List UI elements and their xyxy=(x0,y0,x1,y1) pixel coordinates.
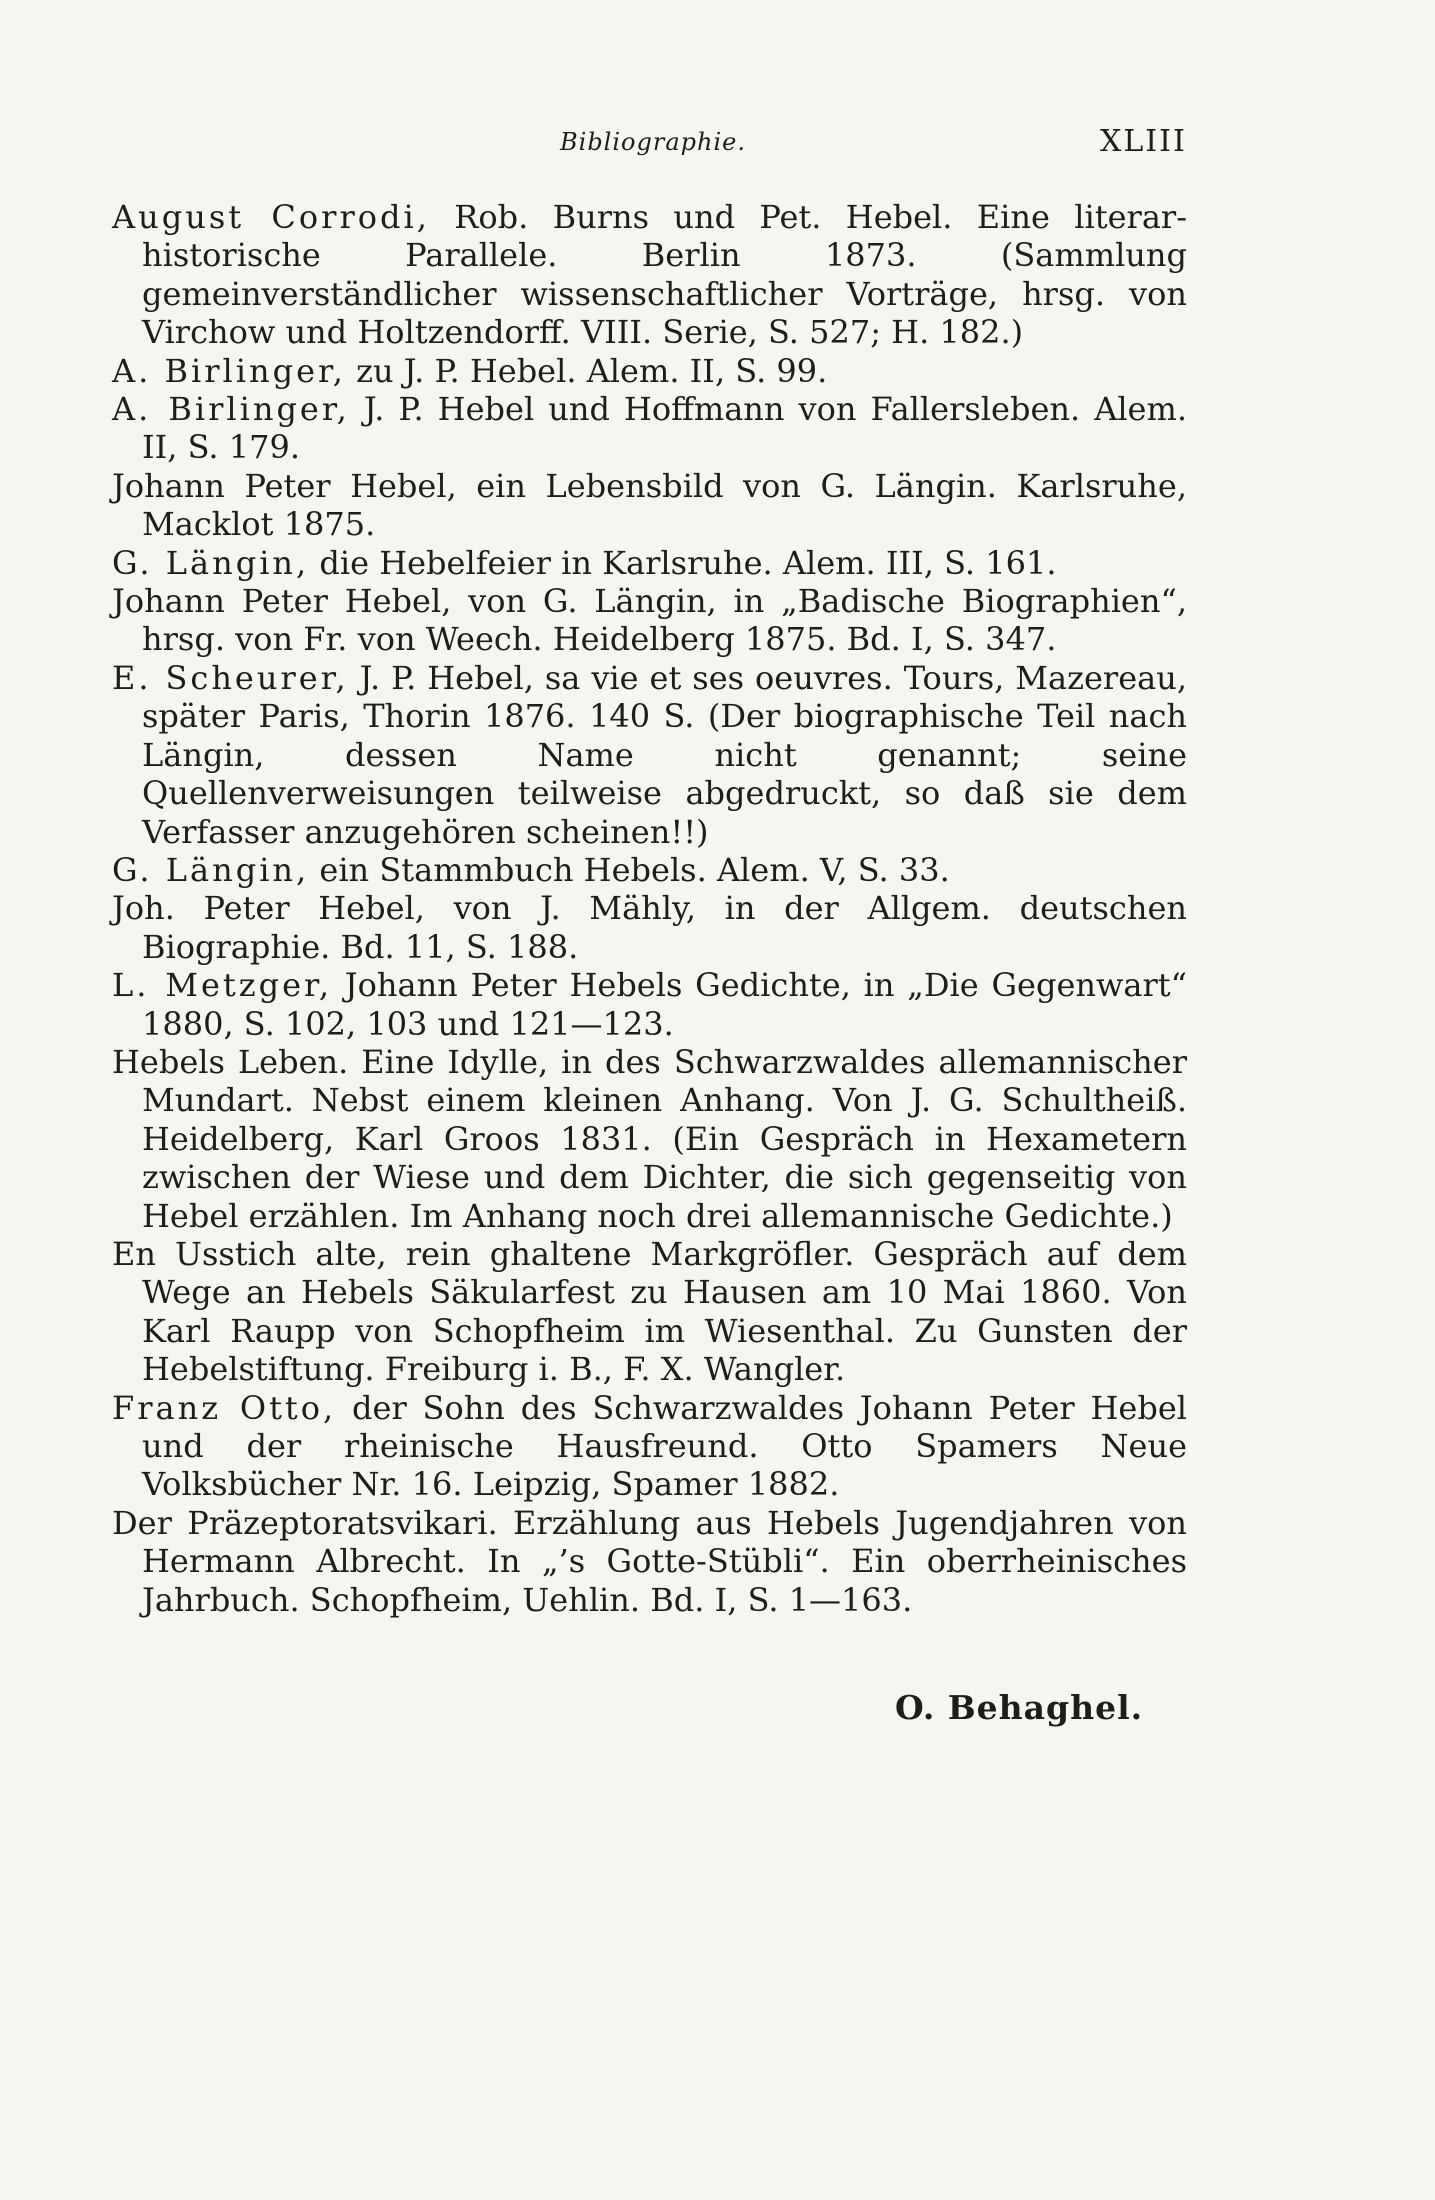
entry-author: G. Längin, xyxy=(112,850,310,889)
bibliography-entry xyxy=(112,1235,1187,1389)
entry-author: L. Metzger, xyxy=(112,966,332,1005)
entry-text: J. P. Hebel und Hoffmann von Fallersleben. Alem. II, S. 179. xyxy=(142,390,1188,467)
entry-text: zu J. P. Hebel. Alem. II, S. 99. xyxy=(345,351,828,390)
entry-author: E. Scheurer, xyxy=(112,658,349,697)
bibliography-entry xyxy=(112,1504,1187,1619)
bibliography-entry xyxy=(112,467,1187,544)
entry-author: A. Birlinger, xyxy=(112,390,350,429)
entry-text: Der Präzeptoratsvikari. Erzählung aus Hebels Jugendjahren von Hermann Albrecht. In „’s Gotte-Stübli“. Ein oberrheinisches Jahrbuch. Schopfheim, Uehlin. Bd. I, S. 1—163. xyxy=(112,1503,1187,1619)
entry-author: G. Längin, xyxy=(112,543,310,582)
running-title: Bibliographie. xyxy=(560,128,746,156)
entry-text: ein Stammbuch Hebels. Alem. V, S. 33. xyxy=(309,850,950,889)
entry-text: die Hebelfeier in Karlsruhe. Alem. III, S. 161. xyxy=(309,543,1057,582)
entry-author: Franz Otto, xyxy=(112,1388,337,1427)
bibliography-entry xyxy=(112,352,1187,390)
bibliography-entry xyxy=(112,659,1187,851)
page-number: XLIII xyxy=(1100,124,1187,159)
bibliography-list xyxy=(112,198,1187,1619)
bibliography-entry xyxy=(112,851,1187,889)
bibliography-entry xyxy=(112,1043,1187,1235)
entry-text: J. P. Hebel, sa vie et ses oeuvres. Tours, Mazereau, später Paris, Thorin 1876. 140 S. (Der biographische Teil nach Längin, dessen Name nicht genannt; seine Quellenverweisungen teilweise abgedruckt, so daß sie dem Verfasser anzugehören scheinen!!) xyxy=(142,658,1188,851)
bibliography-entry xyxy=(112,889,1187,966)
entry-text: Rob. Burns und Pet. Hebel. Eine literar-historische Parallele. Berlin 1873. (Sammlung gemeinverständlicher wissenschaftlicher Vorträge, hrsg. von Virchow und Holtzendorff. VIII. Serie, S. 527; H. 182.) xyxy=(142,198,1188,352)
bibliography-entry xyxy=(112,198,1187,352)
bibliography-entry xyxy=(112,390,1187,467)
entry-text: En Usstich alte, rein ghaltene Markgröfler. Gespräch auf dem Wege an Hebels Säkularfest zu Hausen am 10 Mai 1860. Von Karl Raupp von Schopfheim im Wiesenthal. Zu Gunsten der Hebelstiftung. Freiburg i. B., F. X. Wangler. xyxy=(112,1234,1187,1389)
entry-author: August Corrodi, xyxy=(112,198,430,236)
entry-text: der Sohn des Schwarzwaldes Johann Peter Hebel und der rheinische Hausfreund. Otto Spamers Neue Volksbücher Nr. 16. Leipzig, Spamer 1882. xyxy=(142,1388,1188,1504)
bibliography-entry xyxy=(112,544,1187,582)
bibliography-entry xyxy=(112,1389,1187,1504)
entry-text: Johann Peter Hebel, von G. Längin, in „Badische Biographien“, hrsg. von Fr. von Weech. Heidelberg 1875. Bd. I, S. 347. xyxy=(112,582,1187,659)
bibliography-entry xyxy=(112,582,1187,659)
entry-text: Johann Peter Hebel, ein Lebensbild von G. Längin. Karlsruhe, Macklot 1875. xyxy=(112,466,1187,544)
entry-text: Joh. Peter Hebel, von J. Mähly, in der Allgem. deutschen Biographie. Bd. 11, S. 188. xyxy=(112,889,1187,966)
author-signature: O. Behaghel. xyxy=(895,1688,1144,1727)
page-header xyxy=(0,124,1435,168)
entry-text: Hebels Leben. Eine Idylle, in des Schwarzwaldes allemannischer Mundart. Nebst einem kleinen Anhang. Von J. G. Schultheiß. Heidelberg, Karl Groos 1831. (Ein Gespräch in Hexametern zwischen der Wiese und dem Dichter, die sich gegenseitig von Hebel erzählen. Im Anhang noch drei allemannische Gedichte.) xyxy=(112,1042,1187,1235)
entry-text: Johann Peter Hebels Gedichte, in „Die Gegenwart“ 1880, S. 102, 103 und 121—123. xyxy=(142,966,1187,1043)
entry-author: A. Birlinger, xyxy=(112,351,346,390)
bibliography-entry xyxy=(112,966,1187,1043)
